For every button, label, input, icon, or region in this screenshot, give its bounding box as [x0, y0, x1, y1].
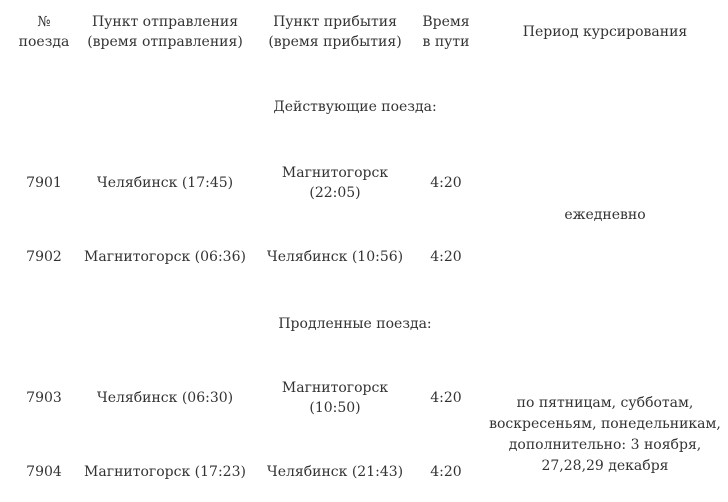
section-title: Действующие поезда:: [273, 99, 437, 115]
header-travel-time: Время в пути: [422, 14, 470, 50]
train-number: 7904: [26, 464, 62, 480]
period-cell: ежедневно: [564, 207, 646, 223]
header-departure: Пункт отправления (время отправления): [87, 14, 243, 50]
train-number: 7903: [26, 390, 62, 406]
train-number: 7902: [26, 249, 62, 265]
arrival-cell: Магнитогорск (10:50): [281, 380, 389, 416]
arrival-cell: Челябинск (21:43): [266, 464, 404, 480]
arrival-cell: Челябинск (10:56): [266, 249, 404, 265]
header-arrival: Пункт прибытия (время прибытия): [268, 14, 402, 50]
period-cell: по пятницам, субботам, воскресеньям, понедельникам, дополнительно: 3 ноября, 27,28,29 декабря: [489, 395, 721, 474]
section-title: Продленные поезда:: [278, 316, 432, 332]
travel-time-cell: 4:20: [430, 464, 462, 480]
departure-cell: Челябинск (17:45): [96, 175, 234, 191]
header-number: № поезда: [18, 14, 70, 50]
travel-time-cell: 4:20: [430, 175, 462, 191]
travel-time-cell: 4:20: [430, 249, 462, 265]
departure-cell: Челябинск (06:30): [96, 390, 234, 406]
travel-time-cell: 4:20: [430, 390, 462, 406]
departure-cell: Магнитогорск (06:36): [84, 249, 246, 265]
departure-cell: Магнитогорск (17:23): [84, 464, 246, 480]
header-period: Период курсирования: [522, 24, 688, 40]
train-number: 7901: [26, 175, 62, 191]
arrival-cell: Магнитогорск (22:05): [281, 165, 389, 201]
